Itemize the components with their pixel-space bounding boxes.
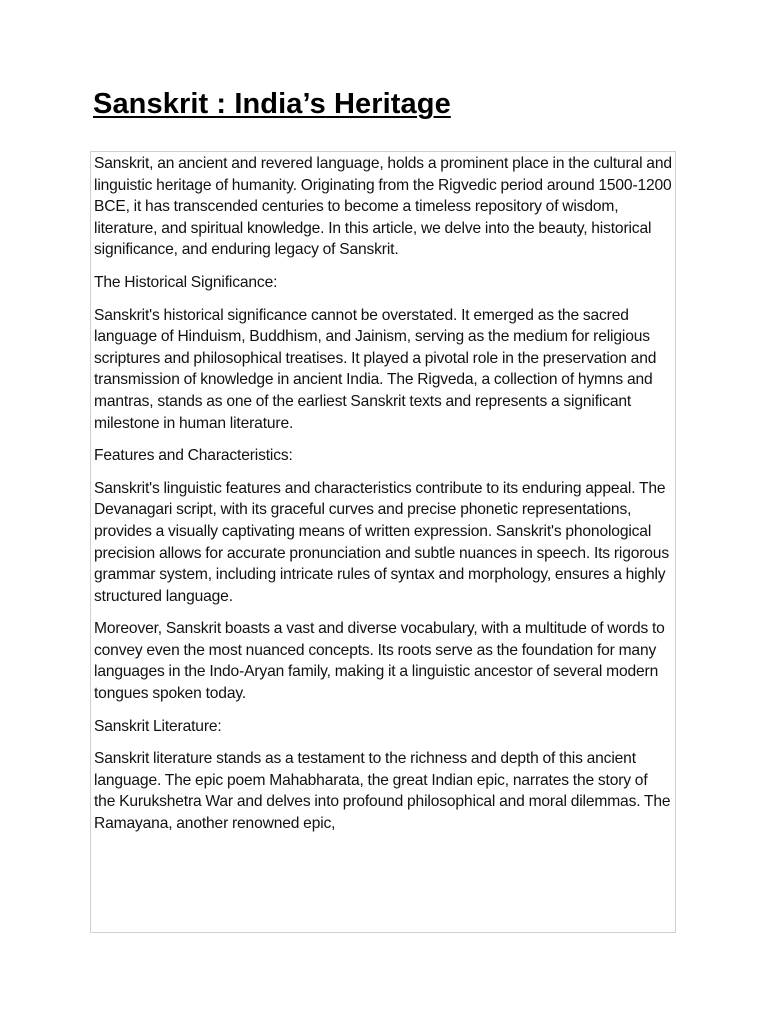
paragraph-literature: Sanskrit literature stands as a testament to the richness and depth of this ancient language. The epic poem Mahabharata, the great Indian epic, narrates the story of the Kurukshetra War and delves into profound philosophical and moral dilemmas. The Ramayana, another renowned epic,	[94, 750, 671, 833]
section-heading-historical-significance: The Historical Significance:	[94, 273, 278, 291]
section-heading-literature: Sanskrit Literature:	[94, 717, 222, 735]
paragraph-intro: Sanskrit, an ancient and revered language, holds a prominent place in the cultural and linguistic heritage of humanity. Originating from the Rigvedic period around 1500-1200 BCE, it has transcended centuries to become a timeless repository of wisdom, literature, and spiritual knowledge. In this article, we delve into the beauty, historical significance, and enduring legacy of Sanskrit.	[94, 155, 672, 259]
paragraph-features: Sanskrit's linguistic features and characteristics contribute to its enduring appeal. The Devanagari script, with its graceful curves and precise phonetic representations, provides a visually captivating means of written expression. Sanskrit's phonological precision allows for accurate pronunciation and subtle nuances in speech. Its rigorous grammar system, including intricate rules of syntax and morphology, ensures a highly structured language.	[94, 479, 669, 605]
document-title: Sanskrit : India’s Heritage	[93, 88, 451, 120]
paragraph-historical-significance: Sanskrit's historical significance cannot be overstated. It emerged as the sacred language of Hinduism, Buddhism, and Jainism, serving as the medium for religious scriptures and philosophical treatises. It played a pivotal role in the preservation and transmission of knowledge in ancient India. The Rigveda, a collection of hymns and mantras, stands as one of the earliest Sanskrit texts and represents a significant milestone in human literature.	[94, 306, 657, 432]
section-heading-features: Features and Characteristics:	[94, 447, 293, 465]
text-box	[90, 151, 676, 933]
paragraph-vocabulary: Moreover, Sanskrit boasts a vast and diverse vocabulary, with a multitude of words to convey even the most nuanced concepts. Its roots serve as the foundation for many languages in the Indo-Aryan family, making it a linguistic ancestor of several modern tongues spoken today.	[94, 620, 665, 703]
